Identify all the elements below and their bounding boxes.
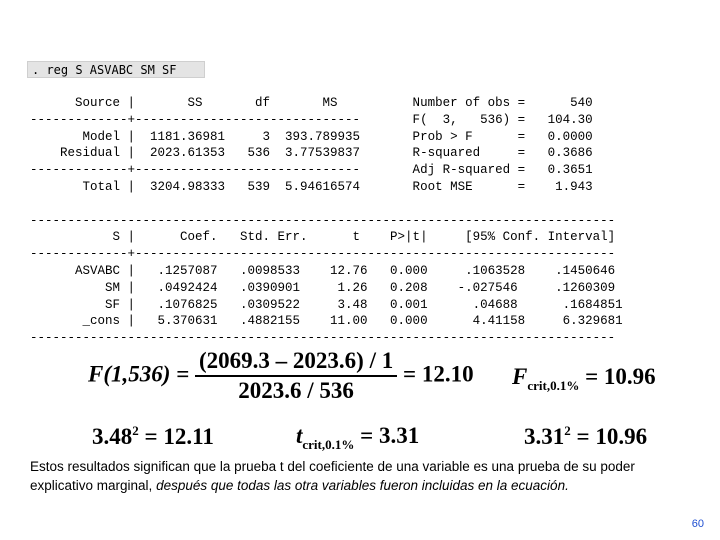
stata-command: . reg S ASVABC SM SF [27, 61, 205, 78]
f-numerator: (2069.3 – 2023.6) / 1 [195, 348, 397, 377]
t-squared-equation-1 [92, 423, 214, 450]
tcrit-value: = 3.31 [360, 423, 420, 448]
fcrit-subscript: crit,0.1% [527, 378, 580, 393]
explanation-emphasis: después que todas las otra variables fueron incluidas en la ecuación. [156, 477, 569, 493]
sq1-exponent: 2 [132, 423, 139, 438]
page-number: 60 [691, 518, 704, 530]
explanation-text [30, 458, 692, 495]
sq2-base: 3.31 [524, 424, 565, 449]
sq1-value: = 12.11 [144, 424, 214, 449]
tcrit-label: t [296, 423, 303, 448]
f-critical-equation [512, 364, 656, 394]
explanation-plain: Estos resultados significan que la prueba t del coeficiente de una variable es una prueba de su poder explicativo marginal, [30, 459, 635, 493]
fcrit-label: F [512, 364, 528, 389]
f-fraction [195, 348, 397, 404]
t-squared-equation-2 [524, 423, 647, 450]
f-lhs: F(1,536) = [88, 361, 190, 387]
t-critical-equation [296, 423, 419, 453]
sq2-value: = 10.96 [576, 424, 648, 449]
sq2-exponent: 2 [564, 423, 571, 438]
f-test-equation [88, 348, 474, 404]
fcrit-value: = 10.96 [585, 364, 656, 389]
sq1-base: 3.48 [92, 424, 133, 449]
regression-output: Source | SS df MS Number of obs = 540 -------------+------------------------------ F( 3, 536) = 104.30 Model | 1181.36981 3 393.789935 Prob > F = 0.0000 Residual | 2023.61353 536 3.77539837 R-squared = 0.3686 -------------+------------------------------ Adj R-squared = 0.3651 Total | 3204.98333 539 5.94616574 Root MSE = 1.943 ------------------------------------------------------------------------------ S | Coef. Std. Err. t P>|t| [95% Conf. Interval] -------------+---------------------------------------------------------------- ASVABC | .1257087 .0098533 12.76 0.000 .1063528 .1450646 SM | .0492424 .0390901 1.26 0.208 -.027546 .1260309 SF | .1076825 .0309522 3.48 0.001 .04688 .1684851 _cons | 5.370631 .4882155 11.00 0.000 4.41158 6.329681 ------------------------------------------------------------------------------ [30, 96, 623, 346]
tcrit-subscript: crit,0.1% [302, 437, 355, 452]
f-denominator: 2023.6 / 536 [238, 378, 354, 403]
f-result: = 12.10 [402, 361, 474, 387]
